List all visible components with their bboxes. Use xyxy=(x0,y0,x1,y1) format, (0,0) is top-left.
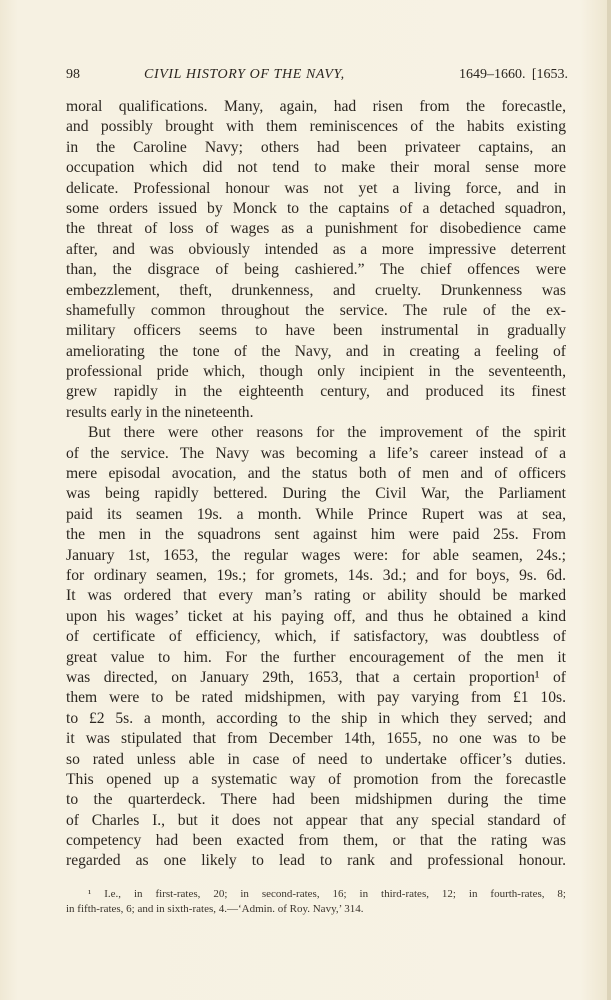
text-line: to the quarterdeck. There had been midshipmen during the time xyxy=(66,791,566,809)
text-line: competency had been exacted from them, or that the rating was xyxy=(66,832,566,850)
footnotes xyxy=(66,887,566,917)
text-line: was directed, on January 29th, 1653, that a certain proportion¹ of xyxy=(66,668,566,686)
text-line: mere episodal avocation, and the status both of men and of officers xyxy=(66,465,566,483)
text-line: delicate. Professional honour was not yet a living force, and in xyxy=(66,179,566,197)
running-title: CIVIL HISTORY OF THE NAVY, xyxy=(144,67,345,82)
text-line: upon his wages’ ticket at his paying off, and thus he obtained a kind xyxy=(66,607,566,625)
text-line: after, and was obviously intended as a more impressive deterrent xyxy=(66,240,566,258)
text-line: of the service. The Navy was becoming a life’s career instead of a xyxy=(66,444,566,462)
text-line: them were to be rated midshipmen, with pay varying from £1 10s. xyxy=(66,689,566,707)
footnote-line: in fifth-rates, 6; and in sixth-rates, 4.—‘Admin. of Roy. Navy,’ 314. xyxy=(66,903,364,915)
footnote-line: ¹ I.e., in first-rates, 20; in second-rates, 16; in third-rates, 12; in fourth-rates, 8; xyxy=(88,888,566,900)
text-line: ameliorating the tone of the Navy, and in creating a feeling of xyxy=(66,342,566,360)
page-edge-shadow xyxy=(607,0,611,1000)
text-line: paid its seamen 19s. a month. While Prince Rupert was at sea, xyxy=(66,505,566,523)
text-line: was being rapidly bettered. During the Civil War, the Parliament xyxy=(66,485,566,503)
running-years: 1649–1660. xyxy=(459,67,526,82)
running-header xyxy=(66,64,568,86)
text-line: it was stipulated that from December 14th, 1655, no one was to be xyxy=(66,730,566,748)
text-line: military officers seems to have been instrumental in gradually xyxy=(66,322,566,340)
text-line: for ordinary seamen, 19s.; for gromets, 14s. 3d.; and for boys, 9s. 6d. xyxy=(66,566,566,584)
text-line: embezzlement, theft, drunkenness, and cruelty. Drunkenness was xyxy=(66,281,566,299)
text-line: of Charles I., but it does not appear that any special standard of xyxy=(66,811,566,829)
text-line: to £2 5s. a month, according to the ship in which they served; and xyxy=(66,709,566,727)
text-line: grew rapidly in the eighteenth century, and produced its finest xyxy=(66,383,566,401)
page-number: 98 xyxy=(66,67,80,82)
text-line: moral qualifications. Many, again, had risen from the forecastle, xyxy=(66,98,566,115)
text-line: great value to him. For the further encouragement of the men it xyxy=(66,648,566,666)
body-text xyxy=(66,97,566,872)
text-line: regarded as one likely to lead to rank and professional honour. xyxy=(66,852,566,870)
text-line: than, the disgrace of being cashiered.” The chief offences were xyxy=(66,261,566,279)
text-line: some orders issued by Monck to the captains of a detached squadron, xyxy=(66,199,566,217)
text-line: shamefully common throughout the service. The rule of the ex- xyxy=(66,301,566,319)
text-line: But there were other reasons for the improvement of the spirit xyxy=(88,424,566,442)
text-line: occupation which did not tend to make their moral sense more xyxy=(66,159,566,177)
text-line: and possibly brought with them reminiscences of the habits existing xyxy=(66,118,566,136)
running-section-year: [1653. xyxy=(531,67,568,82)
text-line: the threat of loss of wages as a punishment for disobedience came xyxy=(66,220,566,238)
text-line: results early in the nineteenth. xyxy=(66,403,254,421)
text-line: in the Caroline Navy; others had been privateer captains, an xyxy=(66,138,566,156)
text-line: professional pride which, though only incipient in the seventeenth, xyxy=(66,363,566,381)
text-line: This opened up a systematic way of promotion from the forecastle xyxy=(66,770,566,788)
text-line: the men in the squadrons sent against him were paid 25s. From xyxy=(66,526,566,544)
text-line: of certificate of efficiency, which, if satisfactory, was doubtless of xyxy=(66,628,566,646)
text-line: so rated unless able in case of need to undertake officer’s duties. xyxy=(66,750,566,768)
text-line: It was ordered that every man’s rating or ability should be marked xyxy=(66,587,566,605)
text-line: January 1st, 1653, the regular wages were: for able seamen, 24s.; xyxy=(66,546,566,564)
